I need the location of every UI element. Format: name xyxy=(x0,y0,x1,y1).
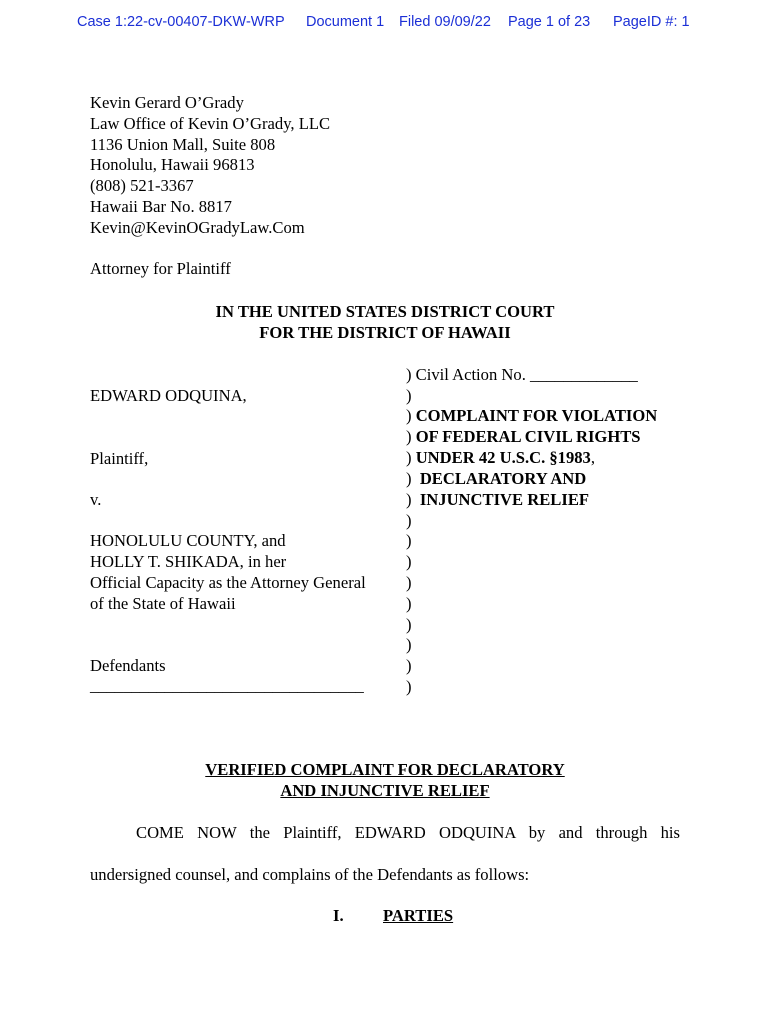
caption-paren: ) xyxy=(406,594,412,613)
case-number: Case 1:22-cv-00407-DKW-WRP xyxy=(77,14,285,30)
caption-paren: ) xyxy=(406,552,412,571)
counsel-block xyxy=(90,93,330,280)
caption-paren: ) xyxy=(406,573,412,592)
title-text-1: COMPLAINT FOR VIOLATION xyxy=(415,406,658,425)
bar-number: Hawaii Bar No. 8817 xyxy=(90,196,232,216)
section-title: PARTIES xyxy=(383,906,454,925)
document-number: Document 1 xyxy=(306,14,385,30)
caption-paren: ) xyxy=(406,448,412,467)
title-text-2: OF FEDERAL CIVIL RIGHTS xyxy=(415,427,641,446)
plaintiff-name: EDWARD ODQUINA, xyxy=(90,386,247,405)
caption-paren: ) xyxy=(406,427,412,446)
civil-action-no: ) Civil Action No. _____________ xyxy=(406,365,638,384)
complaint-title-line-5 xyxy=(406,490,589,510)
caption-paren: ) xyxy=(406,531,412,550)
defendant-line-1: HONOLULU COUNTY, and xyxy=(90,531,286,550)
intro-paragraph-line-2: undersigned counsel, and complains of the Defendants as follows: xyxy=(90,865,530,884)
attorney-name: Kevin Gerard O’Grady xyxy=(90,93,244,112)
title-text-5: INJUNCTIVE RELIEF xyxy=(419,490,590,509)
complaint-title-line-2 xyxy=(406,427,641,447)
section-number: I. xyxy=(333,906,344,925)
caption-paren: ) xyxy=(406,511,412,530)
caption-underline: _________________________________ xyxy=(90,676,364,695)
attorney-role: Attorney for Plaintiff xyxy=(90,259,231,279)
caption-paren: ) xyxy=(406,490,412,509)
caption-paren: ) xyxy=(406,615,412,634)
defendant-line-2: HOLLY T. SHIKADA, in her xyxy=(90,552,287,571)
complaint-heading-line-1: VERIFIED COMPLAINT FOR DECLARATORY xyxy=(205,760,565,779)
address-line-1: 1136 Union Mall, Suite 808 xyxy=(90,134,276,154)
defendant-line-4: of the State of Hawaii xyxy=(90,594,236,613)
caption-paren: ) xyxy=(406,635,412,654)
caption-paren: ) xyxy=(406,386,412,405)
email: Kevin@KevinOGradyLaw.Com xyxy=(90,217,305,237)
law-firm: Law Office of Kevin O’Grady, LLC xyxy=(90,113,331,133)
filed-date: Filed 09/09/22 xyxy=(399,14,491,30)
phone: (808) 521-3367 xyxy=(90,176,194,196)
title-comma: , xyxy=(590,448,596,467)
complaint-title-line-1 xyxy=(406,406,657,426)
complaint-title-line-4 xyxy=(406,469,586,489)
address-line-2: Honolulu, Hawaii 96813 xyxy=(90,155,255,175)
page-number: Page 1 of 23 xyxy=(508,14,591,30)
caption-paren: ) xyxy=(406,406,412,425)
title-text-4: DECLARATORY AND xyxy=(419,469,587,488)
court-name-line-2: FOR THE DISTRICT OF HAWAII xyxy=(259,323,511,342)
plaintiff-label: Plaintiff, xyxy=(90,449,149,468)
intro-paragraph-line-1: COME NOW the Plaintiff, EDWARD ODQUINA by and through his xyxy=(136,823,680,842)
caption-paren: ) xyxy=(406,656,412,675)
caption-paren: ) xyxy=(406,677,412,696)
complaint-heading-line-2: AND INJUNCTIVE RELIEF xyxy=(280,781,490,800)
defendants-label: Defendants xyxy=(90,656,166,675)
page-id: PageID #: 1 xyxy=(613,14,690,30)
title-text-3: UNDER 42 U.S.C. §1983 xyxy=(415,448,591,467)
defendant-line-3: Official Capacity as the Attorney General xyxy=(90,573,366,592)
complaint-title-line-3 xyxy=(406,448,595,468)
versus: v. xyxy=(90,490,102,509)
court-name-line-1: IN THE UNITED STATES DISTRICT COURT xyxy=(215,302,555,321)
caption-paren: ) xyxy=(406,469,412,488)
